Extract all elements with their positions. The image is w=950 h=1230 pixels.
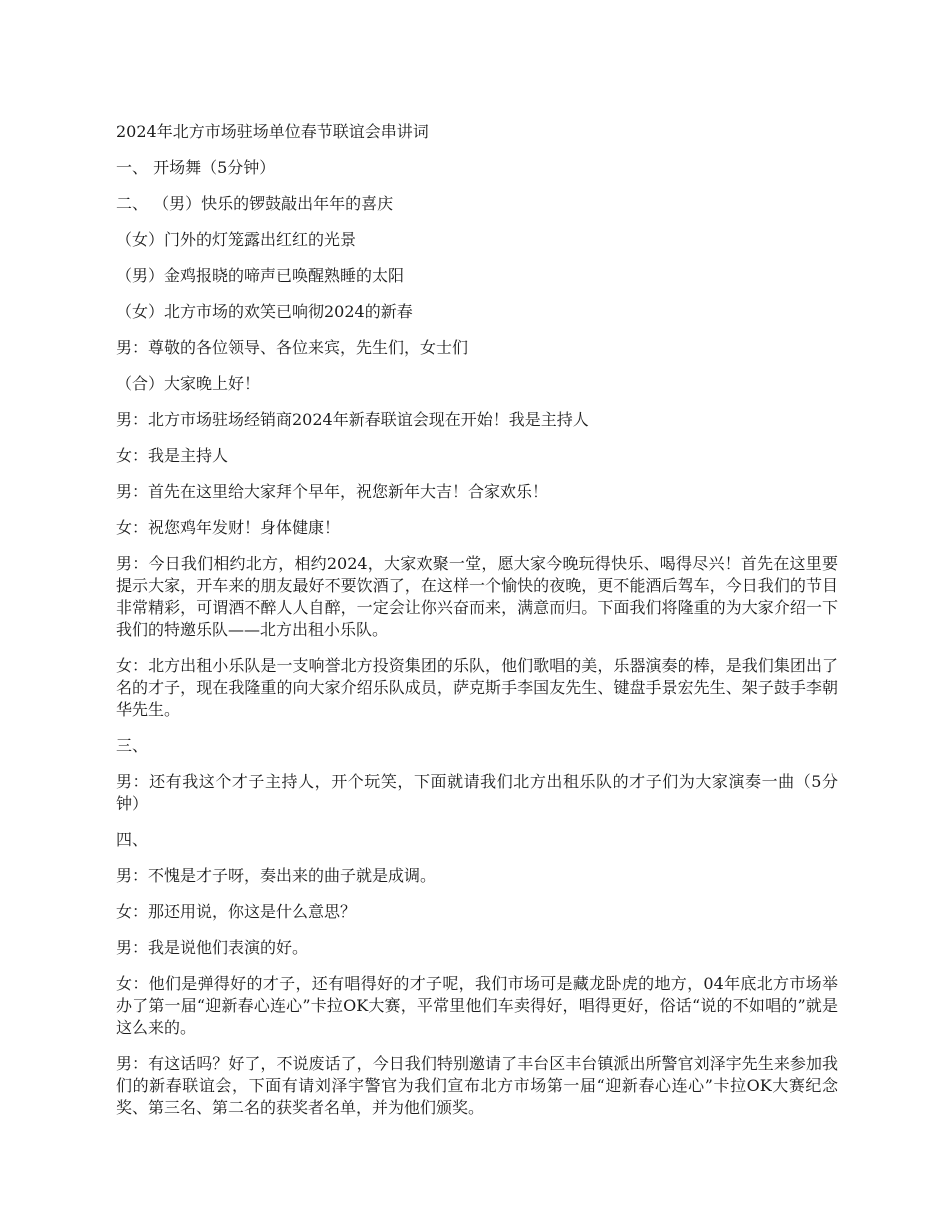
paragraph: 一、 开场舞（5分钟） [116, 158, 276, 177]
paragraph: （男）金鸡报晓的啼声已唤醒熟睡的太阳 [116, 266, 405, 285]
paragraph: 三、 [116, 736, 149, 755]
paragraph: 女：那还用说，你这是什么意思？ [116, 902, 357, 921]
document-title: 2024年北方市场驻场单位春节联谊会串讲词 [116, 122, 429, 141]
paragraph: 女：祝您鸡年发财！身体健康！ [116, 518, 341, 537]
paragraph: 女：他们是弹得好的才子，还有唱得好的才子呢，我们市场可是藏龙卧虎的地方，04年底北方市场举办了第一届“迎新春心连心”卡拉OK大赛，平常里他们车卖得好，唱得更好，俗话“说的不如唱的”就是这么来的。 [116, 974, 838, 1037]
paragraph: 男：我是说他们表演的好。 [116, 938, 309, 957]
paragraph: 男：不愧是才子呀，奏出来的曲子就是成调。 [116, 866, 437, 885]
paragraph: （女）北方市场的欢笑已响彻2024的新春 [116, 302, 413, 321]
paragraph: 女：我是主持人 [116, 446, 229, 465]
document-page [116, 121, 838, 1133]
paragraph: 男：有这话吗？好了，不说废话了，今日我们特别邀请了丰台区丰台镇派出所警官刘泽宇先生来参加我们的新春联谊会，下面有请刘泽宇警官为我们宣布北方市场第一届“迎新春心连心”卡拉OK大赛纪念奖、第三名、第二名的获奖者名单，并为他们颁奖。 [116, 1054, 838, 1117]
paragraph: 男：尊敬的各位领导、各位来宾，先生们，女士们 [116, 338, 469, 357]
paragraph: （女）门外的灯笼露出红红的光景 [116, 230, 357, 249]
paragraph: 男：首先在这里给大家拜个早年，祝您新年大吉！合家欢乐！ [116, 482, 549, 501]
paragraph: 男：今日我们相约北方，相约2024，大家欢聚一堂，愿大家今晚玩得快乐、喝得尽兴！首先在这里要提示大家，开车来的朋友最好不要饮酒了，在这样一个愉快的夜晚，更不能酒后驾车，今日我们的节目非常精彩，可谓酒不醉人人自醉，一定会让你兴奋而来，满意而归。下面我们将隆重的为大家介绍一下我们的特邀乐队——北方出租小乐队。 [116, 554, 838, 639]
paragraph: 四、 [116, 830, 149, 849]
paragraph: 男：北方市场驻场经销商2024年新春联谊会现在开始！我是主持人 [116, 410, 589, 429]
paragraph: 女：北方出租小乐队是一支响誉北方投资集团的乐队，他们歌唱的美，乐器演奏的棒，是我们集团出了名的才子，现在我隆重的向大家介绍乐队成员，萨克斯手李国友先生、键盘手景宏先生、架子鼓手李朝华先生。 [116, 656, 838, 719]
paragraph: 二、 （男）快乐的锣鼓敲出年年的喜庆 [116, 194, 394, 213]
paragraph: 男：还有我这个才子主持人，开个玩笑，下面就请我们北方出租乐队的才子们为大家演奏一曲（5分钟） [116, 772, 838, 813]
paragraph: （合）大家晚上好！ [116, 374, 261, 393]
